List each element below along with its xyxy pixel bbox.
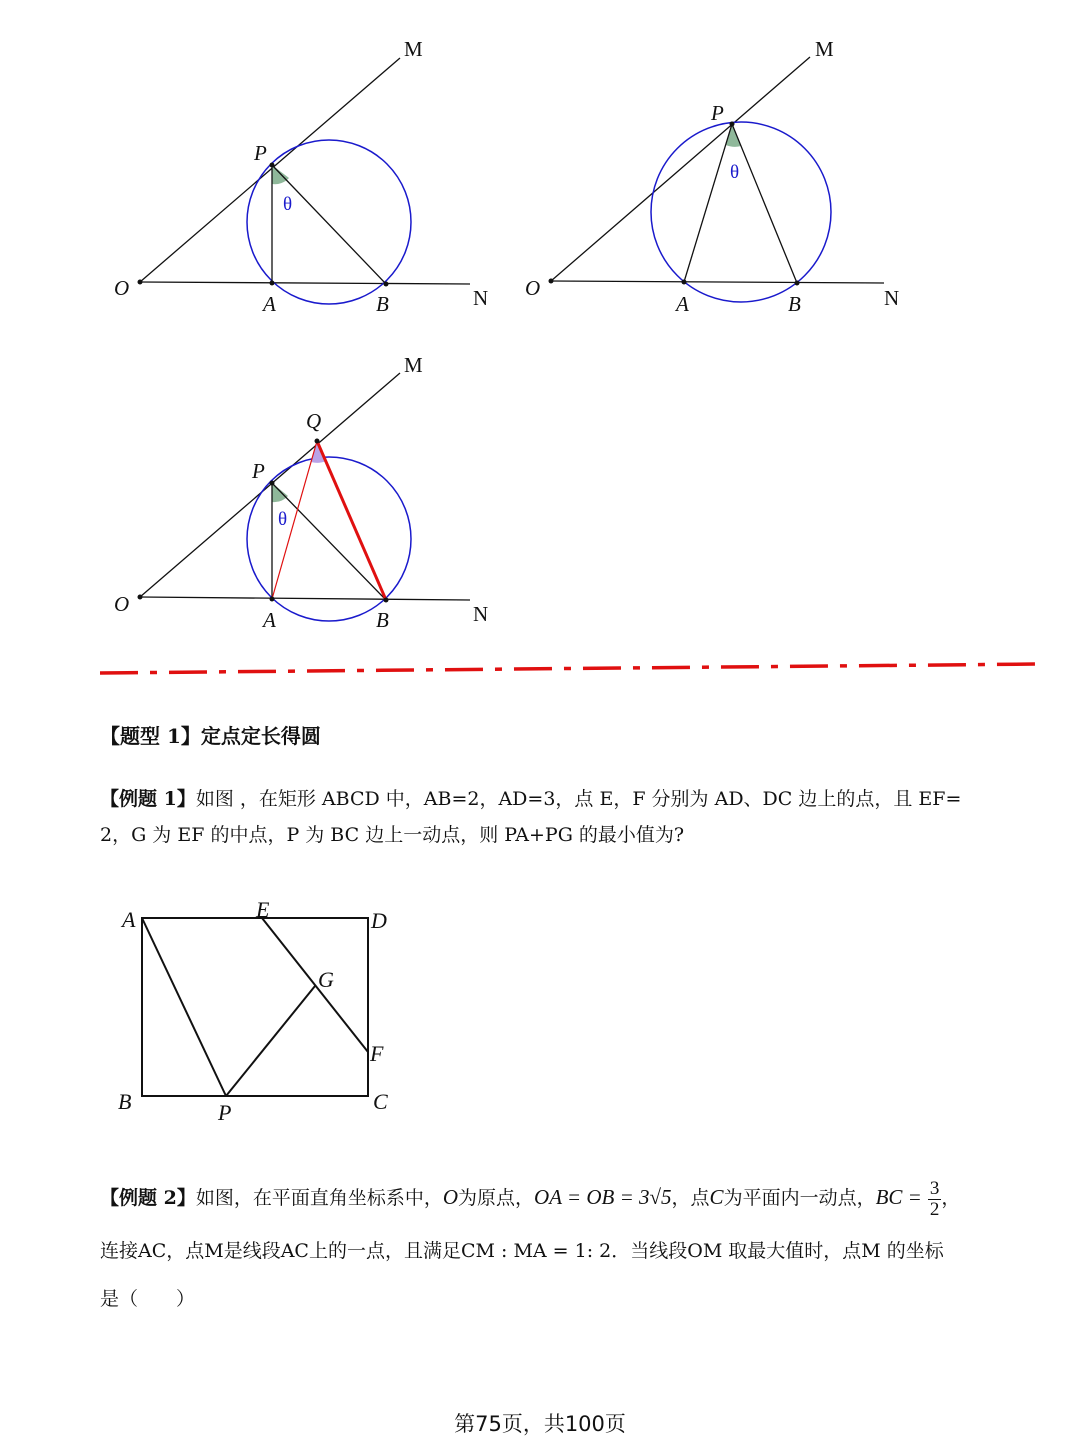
example-2-line-1 [100, 1172, 960, 1223]
figure-1-diagram [0, 0, 520, 330]
label-M: M [404, 37, 423, 61]
example-2-formula-oa-ob: OA = OB = 3√5 [534, 1185, 672, 1209]
rect-label-F: F [370, 1041, 384, 1066]
label-A: A [263, 292, 276, 316]
label-Q: Q [306, 409, 322, 433]
example-2-line-2: 连接AC，点M是线段AC上的一点，且满足CM : MA = 1: 2．当线段OM 取最大值时，点M 的坐标 [100, 1240, 944, 1262]
rect-label-B: B [118, 1089, 132, 1114]
label-P: P [252, 459, 265, 483]
label-N: N [473, 286, 489, 310]
label-A: A [676, 292, 689, 316]
example-1-tag: 【例题 1】 [100, 788, 196, 810]
example-2-text-d: ，点 [671, 1187, 710, 1209]
example-2-fraction [928, 1179, 942, 1220]
rect-label-A: A [122, 907, 136, 932]
page-footer: 第75页，共100页 [454, 1412, 626, 1436]
label-B: B [788, 292, 801, 316]
example-1-line-1 [100, 784, 961, 814]
label-O: O [114, 592, 130, 616]
example-2-tag: 【例题 2】 [100, 1187, 196, 1209]
label-theta: θ [283, 194, 293, 215]
example-2-text-g: ， [941, 1187, 961, 1209]
label-O: O [525, 276, 541, 300]
label-N: N [884, 286, 900, 310]
example-1-line-2: 2，G 为 EF 的中点，P 为 BC 边上一动点，则 PA+PG 的最小值为? [100, 824, 685, 846]
section-title: 【题型 1】定点定长得圆 [100, 724, 321, 748]
rect-label-E: E [256, 897, 270, 922]
figure-3-diagram [0, 340, 520, 640]
label-B: B [376, 608, 389, 632]
fraction-numerator: 3 [929, 1177, 940, 1199]
example-2-formula-bc: BC = [875, 1185, 922, 1209]
label-N: N [473, 602, 489, 626]
label-P: P [711, 101, 724, 125]
example-2-line-3: 是（ ） [100, 1288, 196, 1310]
label-B: B [376, 292, 389, 316]
example-2-var-O: O [442, 1185, 459, 1209]
figure-2-diagram [520, 0, 940, 330]
label-theta: θ [730, 162, 740, 183]
example-2-text-a: 如图，在平面直角坐标系中， [195, 1187, 443, 1209]
rect-label-G: G [318, 967, 334, 992]
example-2-var-C: C [709, 1185, 724, 1209]
label-A: A [263, 608, 276, 632]
rect-label-C: C [373, 1089, 388, 1114]
label-theta: θ [278, 509, 288, 530]
section-divider [0, 655, 1080, 685]
label-M: M [815, 37, 834, 61]
rectangle-figure [100, 880, 420, 1130]
label-M: M [404, 353, 423, 377]
example-1-text-1: 如图 ，在矩形 ABCD 中，AB=2，AD=3，点 E，F 分别为 AD、DC 边上的点，且 EF= [195, 788, 962, 810]
rect-label-D: D [371, 908, 387, 933]
rect-label-P: P [218, 1100, 232, 1125]
example-2-text-c: 为原点， [458, 1187, 535, 1209]
label-P: P [254, 141, 267, 165]
fraction-denominator: 2 [929, 1198, 940, 1220]
label-O: O [114, 276, 130, 300]
example-2-text-f: 为平面内一动点， [723, 1187, 876, 1209]
